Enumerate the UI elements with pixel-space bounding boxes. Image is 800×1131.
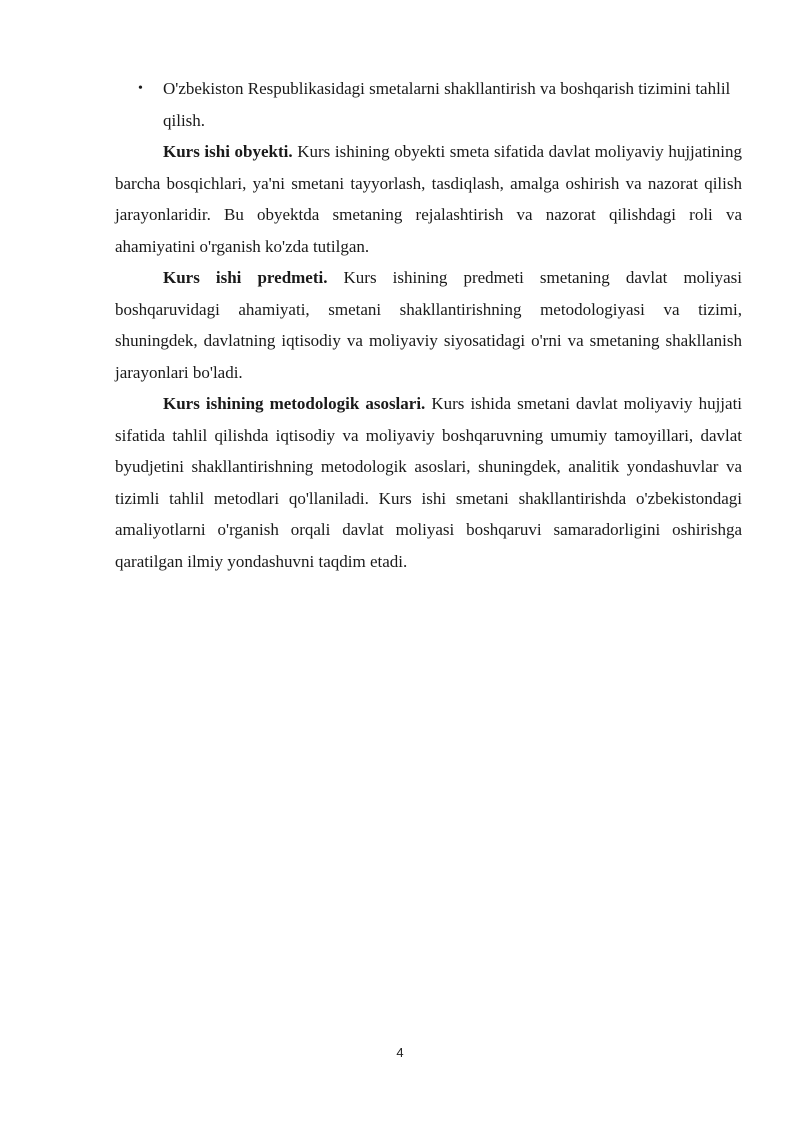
paragraph-heading: Kurs ishi predmeti. bbox=[163, 268, 328, 287]
paragraph-methodology bbox=[115, 388, 742, 577]
bullet-text: O'zbekiston Respublikasidagi smetalarni shakllantirish va boshqarish tizimini tahlil qilish. bbox=[163, 79, 731, 130]
paragraph-object bbox=[115, 136, 742, 262]
paragraph-body: Kurs ishining obyekti smeta sifatida davlat moliyaviy hujjatining barcha bosqichlari, ya'ni smetani tayyorlash, tasdiqlash, amalga oshirish va nazorat qilish jarayonlaridir. Bu obyektda smetaning rejalashtirish va nazorat qilishdagi roli va ahamiyatini o'rganish ko'zda tutilgan. bbox=[115, 142, 742, 256]
bullet-marker: • bbox=[138, 81, 143, 96]
paragraph-body: Kurs ishida smetani davlat moliyaviy hujjati sifatida tahlil qilishda iqtisodiy va moliyaviy boshqaruvning umumiy tamoyillari, davlat byudjetini shakllantirishning metodologik asoslari, shuningdek, analitik yondashuvlar va tizimli tahlil metodlari qo'llaniladi. Kurs ishi smetani shakllantirishda o'zbekistondagi amaliyotlarni o'rganish orqali davlat moliyasi boshqaruvi samaradorligini oshirishga qaratilgan ilmiy yondashuvni taqdim etadi. bbox=[115, 394, 743, 571]
page-content bbox=[115, 73, 742, 577]
paragraph-subject bbox=[115, 262, 742, 388]
paragraph-heading: Kurs ishi obyekti. bbox=[163, 142, 293, 161]
paragraph-body: Kurs ishining predmeti smetaning davlat moliyasi boshqaruvidagi ahamiyati, smetani shakllantirishning metodologiyasi va tizimi, shuningdek, davlatning iqtisodiy va moliyaviy siyosatidagi o'rni va smetaning shakllanish jarayonlari bo'ladi. bbox=[115, 268, 742, 382]
bullet-list-item bbox=[115, 73, 742, 136]
paragraph-heading: Kurs ishining metodologik asoslari. bbox=[163, 394, 426, 413]
page-number: 4 bbox=[396, 1045, 404, 1060]
